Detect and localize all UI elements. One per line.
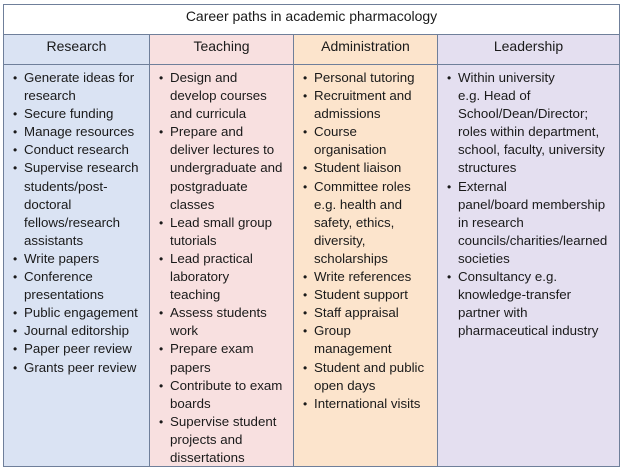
- list-item-line: Student support: [314, 287, 408, 303]
- list-item: [447, 178, 619, 268]
- list-item-line: safety, ethics,: [314, 214, 395, 230]
- list-item: [13, 268, 149, 304]
- column-administration: [293, 35, 437, 466]
- bullet-icon: •: [13, 71, 18, 85]
- bullet-icon: •: [303, 288, 308, 303]
- bullet-icon: •: [13, 143, 18, 158]
- list-item-line: admissions: [314, 106, 381, 122]
- list-item: [159, 377, 293, 413]
- list-item-line: school, faculty, university: [458, 142, 605, 158]
- bullet-icon: •: [13, 342, 18, 357]
- column-teaching: [149, 35, 293, 466]
- list-item: [13, 250, 149, 268]
- list-item-line: deliver lectures to: [170, 142, 275, 158]
- list-item-line: Contribute to exam: [170, 377, 283, 393]
- list-item-line: roles within department,: [458, 124, 600, 140]
- list-item-line: students/post-: [24, 178, 108, 194]
- list-item-line: Staff appraisal: [314, 305, 399, 321]
- list-item-line: tutorials: [170, 232, 217, 248]
- list-item: [303, 395, 437, 413]
- bullet-icon: •: [13, 161, 18, 176]
- list-item-line: doctoral: [24, 196, 72, 212]
- list-item: [303, 178, 437, 268]
- list-item-line: work: [170, 323, 199, 339]
- table-title: Career paths in academic pharmacology: [4, 5, 619, 35]
- bullet-icon: •: [159, 378, 164, 393]
- list-item: [159, 69, 293, 123]
- list-item: [303, 123, 437, 159]
- list-item-line: scholarships: [314, 250, 388, 266]
- column-header-administration: Administration: [294, 35, 437, 65]
- list-item-line: fellows/research: [24, 214, 121, 230]
- list-item: [303, 69, 437, 87]
- research-list: [4, 65, 149, 377]
- list-item-line: Write references: [314, 269, 412, 285]
- bullet-icon: •: [13, 324, 18, 339]
- list-item-line: diversity,: [314, 232, 366, 248]
- list-item-line: and curricula: [170, 106, 247, 122]
- column-leadership: [437, 35, 619, 466]
- bullet-icon: •: [13, 360, 18, 375]
- column-header-teaching: Teaching: [150, 35, 293, 65]
- leadership-list: [438, 65, 619, 340]
- bullet-icon: •: [13, 251, 18, 266]
- bullet-icon: •: [303, 89, 308, 104]
- list-item: [303, 286, 437, 304]
- list-item-line: research: [24, 88, 76, 104]
- list-item-line: Conduct research: [24, 142, 129, 158]
- bullet-icon: •: [13, 306, 18, 321]
- list-item: [303, 304, 437, 322]
- bullet-icon: •: [303, 396, 308, 411]
- list-item-line: undergraduate and: [170, 160, 283, 176]
- list-item: [13, 69, 149, 105]
- bullet-icon: •: [447, 270, 452, 285]
- list-item: [159, 214, 293, 250]
- list-item: [159, 413, 293, 467]
- list-item-line: classes: [170, 196, 215, 212]
- bullet-icon: •: [303, 71, 308, 85]
- list-item-line: Student liaison: [314, 160, 402, 176]
- list-item: [13, 141, 149, 159]
- bullet-icon: •: [159, 125, 164, 140]
- list-item-line: Within university: [458, 70, 555, 85]
- list-item-line: teaching: [170, 287, 221, 303]
- list-item-line: Group: [314, 323, 351, 339]
- list-item-line: Lead small group: [170, 214, 273, 230]
- list-item-line: Course: [314, 124, 357, 140]
- list-item: [447, 268, 619, 340]
- list-item-line: Write papers: [24, 250, 100, 266]
- list-item-line: Generate ideas for: [24, 70, 135, 85]
- bullet-icon: •: [159, 306, 164, 321]
- list-item-line: Prepare and: [170, 124, 244, 140]
- bullet-icon: •: [303, 360, 308, 375]
- list-item-line: in research: [458, 214, 524, 230]
- bullet-icon: •: [303, 270, 308, 285]
- column-header-research: Research: [4, 35, 149, 65]
- list-item-line: e.g. health and: [314, 196, 402, 212]
- list-item: [13, 159, 149, 249]
- list-item: [447, 69, 619, 178]
- list-item: [303, 322, 437, 358]
- list-item-line: societies: [458, 250, 510, 266]
- list-item: [13, 340, 149, 358]
- bullet-icon: •: [159, 71, 164, 85]
- list-item-line: Prepare exam: [170, 341, 254, 357]
- list-item-line: management: [314, 341, 392, 357]
- list-item-line: Public engagement: [24, 305, 138, 321]
- list-item: [303, 87, 437, 123]
- bullet-icon: •: [159, 215, 164, 230]
- list-item-line: projects and: [170, 431, 243, 447]
- list-item-line: External: [458, 178, 507, 194]
- list-item-line: Lead practical: [170, 250, 253, 266]
- list-item-line: councils/charities/learned: [458, 232, 608, 248]
- list-item-line: papers: [170, 359, 211, 375]
- list-item-line: Grants peer review: [24, 359, 137, 375]
- list-item-line: Student and public: [314, 359, 425, 375]
- list-item-line: boards: [170, 395, 211, 411]
- bullet-icon: •: [159, 342, 164, 357]
- list-item: [159, 340, 293, 376]
- list-item-line: Supervise research: [24, 160, 139, 176]
- list-item-line: Secure funding: [24, 106, 114, 122]
- bullet-icon: •: [13, 270, 18, 285]
- list-item: [303, 359, 437, 395]
- list-item-line: organisation: [314, 142, 387, 158]
- list-item-line: Recruitment and: [314, 88, 412, 104]
- list-item-line: International visits: [314, 395, 421, 411]
- list-item-line: Conference: [24, 269, 93, 285]
- list-item-line: Supervise student: [170, 413, 277, 429]
- column-header-leadership: Leadership: [438, 35, 619, 65]
- list-item-line: Paper peer review: [24, 341, 132, 357]
- bullet-icon: •: [13, 107, 18, 122]
- list-item-line: School/Dean/Director;: [458, 106, 589, 122]
- list-item-line: partner with: [458, 305, 528, 321]
- list-item: [159, 123, 293, 213]
- career-paths-table: [3, 4, 620, 467]
- column-research: [4, 35, 149, 466]
- list-item-line: assistants: [24, 232, 84, 248]
- bullet-icon: •: [447, 71, 452, 85]
- list-item: [13, 304, 149, 322]
- list-item-line: presentations: [24, 287, 104, 303]
- list-item-line: pharmaceutical industry: [458, 323, 599, 339]
- list-item: [13, 322, 149, 340]
- bullet-icon: •: [303, 179, 308, 194]
- bullet-icon: •: [13, 125, 18, 140]
- list-item: [159, 304, 293, 340]
- list-item-line: laboratory: [170, 269, 230, 285]
- list-item-line: Design and: [170, 70, 238, 85]
- list-item-line: Assess students: [170, 305, 267, 321]
- list-item: [13, 105, 149, 123]
- list-item-line: structures: [458, 160, 517, 176]
- list-item-line: Journal editorship: [24, 323, 129, 339]
- list-item-line: Consultancy e.g.: [458, 269, 558, 285]
- bullet-icon: •: [303, 125, 308, 140]
- list-item-line: postgraduate: [170, 178, 248, 194]
- bullet-icon: •: [303, 306, 308, 321]
- list-item-line: develop courses: [170, 88, 267, 104]
- bullet-icon: •: [159, 414, 164, 429]
- list-item-line: open days: [314, 377, 376, 393]
- list-item: [159, 250, 293, 304]
- bullet-icon: •: [303, 324, 308, 339]
- bullet-icon: •: [159, 251, 164, 266]
- bullet-icon: •: [447, 179, 452, 194]
- list-item-line: panel/board membership: [458, 196, 606, 212]
- list-item-line: Committee roles: [314, 178, 411, 194]
- administration-list: [294, 65, 437, 413]
- bullet-icon: •: [303, 161, 308, 176]
- list-item-line: dissertations: [170, 449, 245, 465]
- list-item: [13, 123, 149, 141]
- list-item-line: Manage resources: [24, 124, 135, 140]
- list-item-line: Personal tutoring: [314, 70, 415, 85]
- list-item: [13, 359, 149, 377]
- list-item-line: e.g. Head of: [458, 88, 531, 104]
- teaching-list: [150, 65, 293, 467]
- list-item: [303, 159, 437, 177]
- list-item-line: knowledge-transfer: [458, 287, 572, 303]
- list-item: [303, 268, 437, 286]
